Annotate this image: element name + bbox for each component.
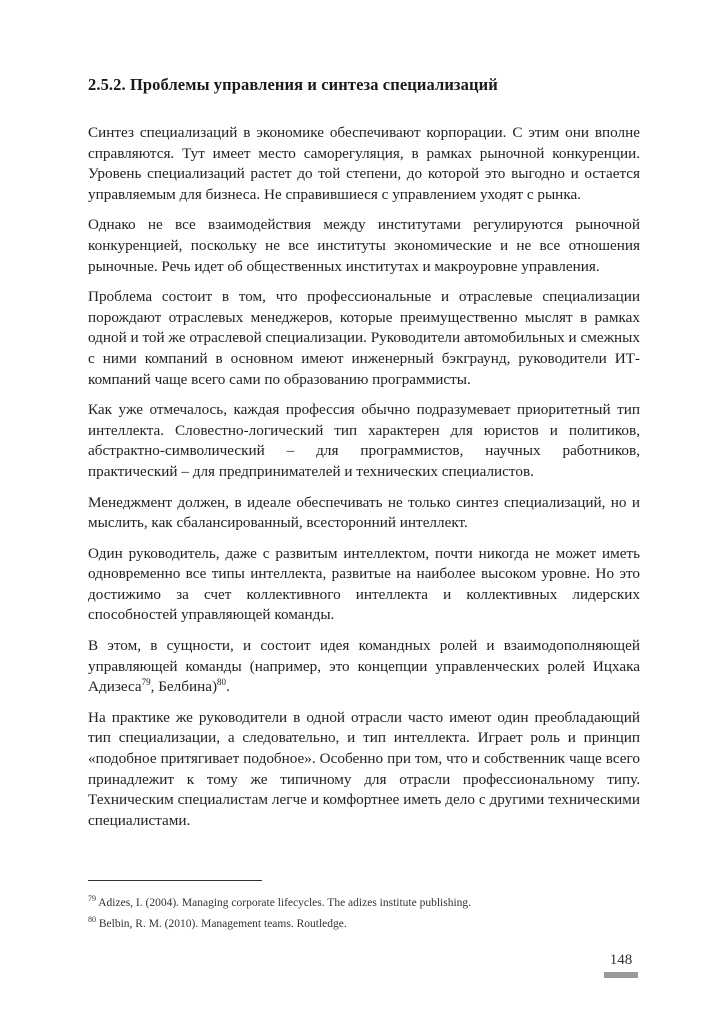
footnote-ref-80[interactable]: 80 bbox=[217, 677, 227, 688]
footnote-79 bbox=[88, 893, 640, 914]
paragraph: Менеджмент должен, в идеале обеспечивать не только синтез специализаций, но и мыслить, как сбалансированный, всесторонний интеллект. bbox=[88, 493, 640, 532]
footnote-text: Belbin, R. M. (2010). Management teams. Routledge. bbox=[96, 918, 347, 930]
paragraph-text: В этом, в сущности, и состоит идея командных ролей и взаимодополняющей управляющей команды (например, это концепции управленческих ролей Ицхака Адизеса bbox=[88, 637, 640, 696]
footnote-divider bbox=[88, 880, 262, 881]
paragraph-with-footnote-refs bbox=[88, 636, 640, 698]
paragraph-text: . bbox=[226, 678, 230, 696]
footnote-text: Adizes, I. (2004). Managing corporate lifecycles. The adizes institute publishing. bbox=[96, 897, 472, 909]
paragraph: Как уже отмечалось, каждая профессия обычно подразумевает приоритетный тип интеллекта. Словестно-логический тип характерен для юристов и политиков, абстрактно-символический – для программистов, научных работников, практический – для предпринимателей и технических специалистов. bbox=[88, 401, 640, 480]
paragraph: На практике же руководители в одной отрасли часто имеют один преобладающий тип специализации, а следовательно, и тип интеллекта. Играет роль и принцип «подобное притягивает подобное». Особенно при том, что и собственник чаще всего принадлежит к тому же типичному для отрасли профессиональному типу. Техническим специалистам легче и комфортнее иметь дело с другими техническими специалистами. bbox=[88, 708, 640, 829]
footnote-number: 79 bbox=[88, 894, 96, 904]
paragraph: Проблема состоит в том, что профессиональные и отраслевые специализации порождают отраслевых менеджеров, которые преимущественно мыслят в рамках одной и той же отраслевой специализации. Руководители автомобильных и смежных с ними компаний в основном имеют инженерный бэкграунд, руководители ИТ-компаний чаще всего сами по образованию программисты. bbox=[88, 288, 640, 388]
footnotes bbox=[88, 893, 640, 935]
footnote-number: 80 bbox=[88, 915, 96, 925]
paragraph: Один руководитель, даже с развитым интеллектом, почти никогда не может иметь одновременно все типы интеллекта, развитые на наиболее высоком уровне. Но это достижимо за счет коллективного интеллекта и коллективных лидерских способностей управляющей команды. bbox=[88, 544, 640, 624]
page-number-box bbox=[604, 950, 638, 978]
paragraph: Однако не все взаимодействия между институтами регулируются рыночной конкуренцией, поскольку не все институты экономические и не все отношения рыночные. Речь идет об общественных институтах и макроуровне управления. bbox=[88, 216, 640, 275]
paragraph-text: , Белбина) bbox=[150, 678, 218, 696]
footnote-ref-79[interactable]: 79 bbox=[141, 677, 151, 688]
page-number-bar bbox=[604, 972, 638, 978]
section-heading: 2.5.2. Проблемы управления и синтеза специализаций bbox=[88, 75, 498, 94]
page-number: 148 bbox=[609, 952, 633, 968]
body-text bbox=[88, 123, 640, 841]
paragraph: Синтез специализаций в экономике обеспечивают корпорации. С этим они вполне справляются. Тут имеет место саморегуляция, в рамках рыночной конкуренции. Уровень специализаций растет до той степени, до которой это выгодно и остается управляемым для бизнеса. Не справившиеся с управлением уходят с рынка. bbox=[88, 124, 640, 203]
footnote-80 bbox=[88, 914, 640, 935]
